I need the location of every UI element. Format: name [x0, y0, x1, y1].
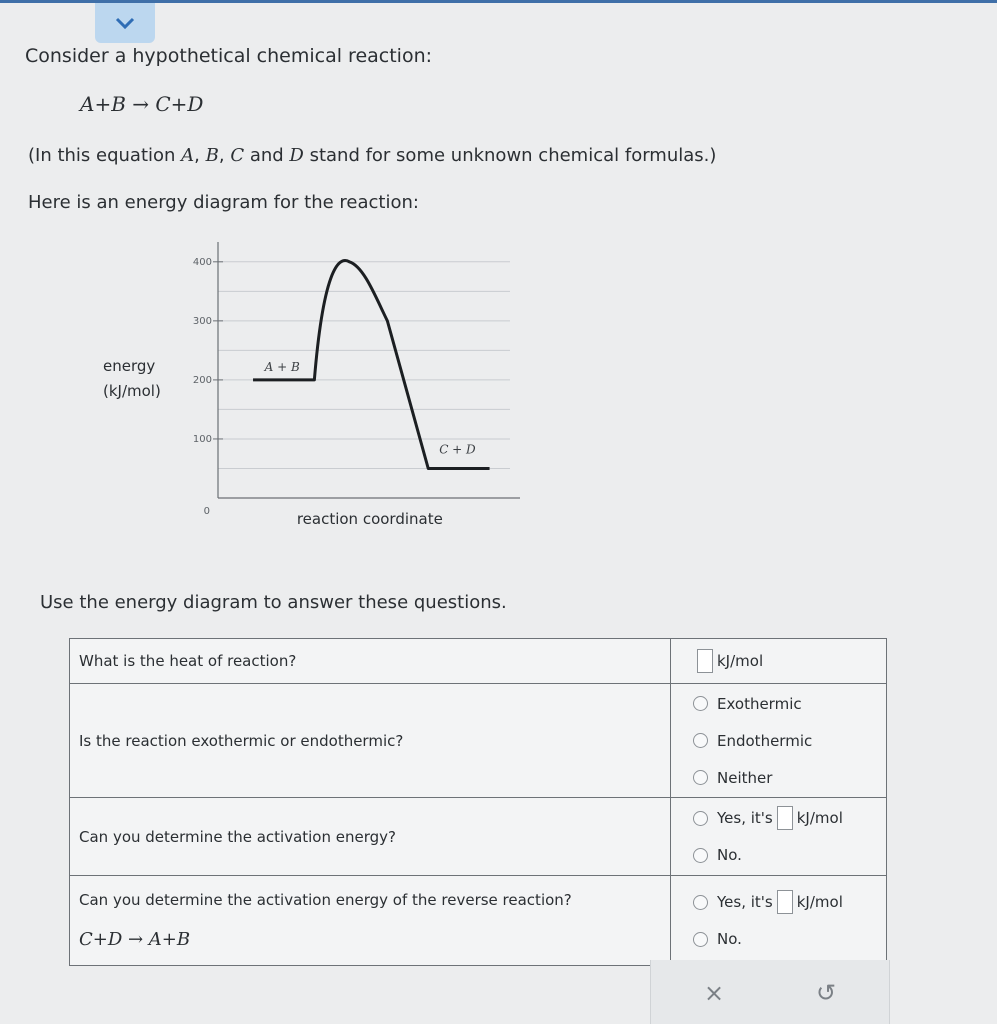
question-row-heat — [70, 639, 887, 684]
radio-activation-no[interactable] — [693, 848, 708, 863]
label-products: C + D — [439, 442, 476, 457]
y-axis-label: energy (kJ/mol) — [103, 357, 161, 400]
question-exo-endo: Is the reaction exothermic or endothermic? — [70, 684, 671, 798]
question-heat-of-reaction: What is the heat of reaction? — [70, 639, 671, 684]
radio-exothermic[interactable] — [693, 696, 708, 711]
option-reverse-no[interactable]: No. — [693, 921, 885, 958]
answer-toolbar — [650, 960, 890, 1024]
label-reactants: A + B — [264, 360, 300, 375]
question-activation-energy: Can you determine the activation energy? — [70, 798, 671, 876]
y-tick-label: 400 — [192, 256, 212, 268]
diagram-intro: Here is an energy diagram for the reaction: — [28, 192, 419, 213]
reverse-activation-input[interactable] — [777, 890, 793, 914]
intro-text: Consider a hypothetical chemical reaction: — [25, 45, 433, 67]
close-icon: × — [703, 979, 725, 1007]
option-activation-no[interactable]: No. — [693, 837, 885, 874]
radio-reverse-yes[interactable] — [693, 895, 708, 910]
activation-energy-input[interactable] — [777, 806, 793, 830]
equation-note: (In this equation A, B, C and D stand for some unknown chemical formulas.) — [28, 145, 717, 166]
option-reverse-yes[interactable]: Yes, it's kJ/mol — [693, 884, 885, 921]
unit-label: kJ/mol — [717, 652, 764, 670]
y-tick-label: 100 — [192, 433, 212, 445]
radio-neither[interactable] — [693, 770, 708, 785]
radio-activation-yes[interactable] — [693, 811, 708, 826]
radio-reverse-no[interactable] — [693, 932, 708, 947]
energy-diagram — [90, 240, 530, 540]
question-row-reverse — [70, 876, 887, 966]
option-neither[interactable]: Neither — [693, 759, 885, 796]
reverse-equation: C+D → A+B — [79, 929, 191, 950]
option-exothermic[interactable]: Exothermic — [693, 685, 885, 722]
reaction-equation: A+B → C+D — [80, 92, 204, 116]
question-row-activation — [70, 798, 887, 876]
undo-icon: ↺ — [815, 979, 837, 1007]
x-axis-label: reaction coordinate — [296, 510, 443, 528]
heat-of-reaction-input[interactable] — [697, 649, 713, 673]
option-activation-yes[interactable]: Yes, it's kJ/mol — [693, 800, 885, 837]
question-reverse-activation: Can you determine the activation energy of the reverse reaction? C+D → A+B — [70, 876, 671, 966]
collapse-button[interactable] — [95, 3, 155, 43]
undo-button[interactable] — [811, 978, 841, 1008]
radio-endothermic[interactable] — [693, 733, 708, 748]
use-prompt: Use the energy diagram to answer these questions. — [40, 592, 507, 613]
y-tick-label: 0 — [203, 506, 210, 517]
y-tick-label: 200 — [192, 374, 212, 386]
questions-table — [69, 638, 887, 966]
question-row-exo-endo — [70, 684, 887, 798]
y-tick-label: 300 — [192, 315, 212, 327]
clear-button[interactable] — [699, 978, 729, 1008]
chevron-down-icon — [114, 16, 136, 30]
option-endothermic[interactable]: Endothermic — [693, 722, 885, 759]
